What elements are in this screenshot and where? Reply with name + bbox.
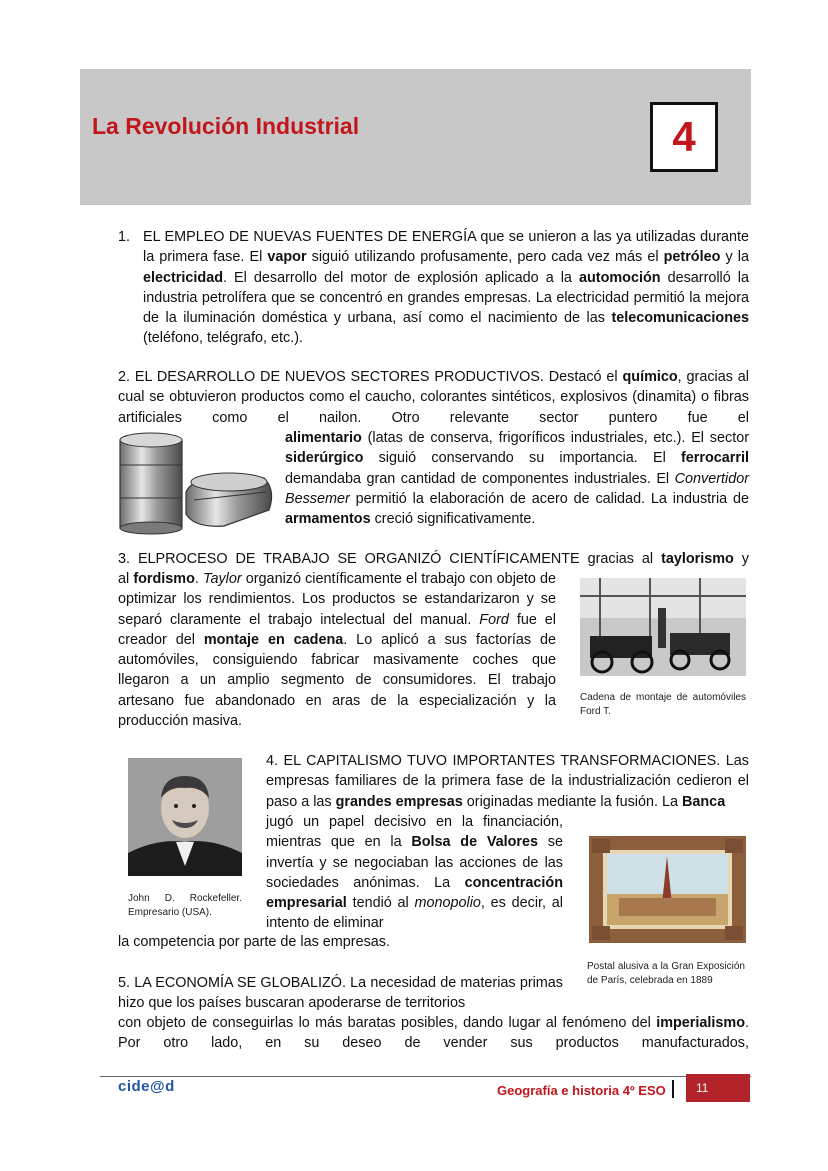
section-4-text-top: 4. EL CAPITALISMO TUVO IMPORTANTES TRANSFORMACIONES. Las empresas familiares de la primera fase de la industrialización cedieron el paso a las grandes empresas originadas mediante la fusión. La Banca <box>266 753 749 810</box>
section-4-text: jugó un papel decisivo en la financiación, mientras que en la Bolsa de Valores se invertía y se negociaban las acciones de las sociedades anónimas. La concentración empresarial tendió al monopolio, es decir, al intento de eliminar <box>266 814 563 932</box>
section-3-text: al fordismo. Taylor organizó científicamente el trabajo con objeto de optimizar los rendimientos. Los productos se estandarizaron y se separó claramente el trabajo intelectual del manual. Ford fue el creador del montaje en cadena. Lo aplicó a sus factorías de automóviles, consiguiendo fabricar masivamente coches que llegaron a un amplio segmento de consumidores. El trabajo artesano fue abandonado en aras de la especialización y la producción masiva. <box>118 571 557 730</box>
cidead-logo: cide@d <box>118 1078 175 1095</box>
section-4-text-end: la competencia por parte de las empresas. <box>118 934 390 950</box>
section-1-text: EL EMPLEO DE NUEVAS FUENTES DE ENERGÍA que se unieron a las ya utilizadas durante la primera fase. El vapor siguió utilizando profusamente, pero cada vez más el petróleo y la electricidad. El desarrollo del motor de explosión aplicado a la automoción desarrolló la industria petrolífera que se concentró en grandes empresas. La electricidad permitió la mejora de la iluminación doméstica y urbana, así como el nacimiento de las telecomunicaciones (teléfono, telégrafo, etc.). <box>143 229 749 347</box>
footer-subject: Geografía e historia 4º ESO <box>497 1083 666 1098</box>
section-1-number: 1. <box>118 229 131 245</box>
chapter-number: 4 <box>650 102 718 172</box>
page-title: La Revolución Industrial <box>92 113 360 139</box>
rockefeller-portrait <box>128 758 242 876</box>
rockefeller-caption: John D. Rockefeller. Empresario (USA). <box>128 893 242 918</box>
section-5-text-top: 5. LA ECONOMÍA SE GLOBALIZÓ. La necesidad de materias primas hizo que los países buscaran apoderarse de territorios <box>118 975 563 1012</box>
section-3-heading: 3. ELPROCESO DE TRABAJO SE ORGANIZÓ CIENTÍFICAMENTE gracias al taylorismo y <box>118 551 749 567</box>
paris-exposition-postcard <box>589 836 746 943</box>
assembly-line-photo <box>580 578 746 676</box>
footer-divider <box>100 1076 751 1077</box>
cans-image <box>114 430 276 535</box>
section-2-intro: 2. EL DESARROLLO DE NUEVOS SECTORES PRODUCTIVOS. Destacó el químico, gracias al cual se obtuvieron productos como el caucho, colorantes sintéticos, explosivos (dinamita) o fibras artificiales como el nailon. Otro relevante sector puntero fue el <box>118 369 749 426</box>
footer-separator <box>672 1080 674 1098</box>
assembly-line-caption: Cadena de montaje de automóviles Ford T. <box>580 692 746 717</box>
section-5-text: con objeto de conseguirlas lo más baratas posibles, dando lugar al fenómeno del imperialismo. Por otro lado, en su deseo de vender sus productos manufacturados, <box>118 1015 749 1052</box>
section-2-text: alimentario (latas de conserva, frigoríficos industriales, etc.). El sector siderúrgico siguió conservando su importancia. El ferrocarril demandaba gran cantidad de componentes industriales. El Convertidor Bessemer permitió la elaboración de acero de calidad. La industria de armamentos creció significativamente. <box>285 430 749 528</box>
paris-exposition-caption: Postal alusiva a la Gran Exposición de París, celebrada en 1889 <box>587 961 745 986</box>
page-number: 11 <box>686 1074 750 1102</box>
section-1 <box>118 227 749 349</box>
